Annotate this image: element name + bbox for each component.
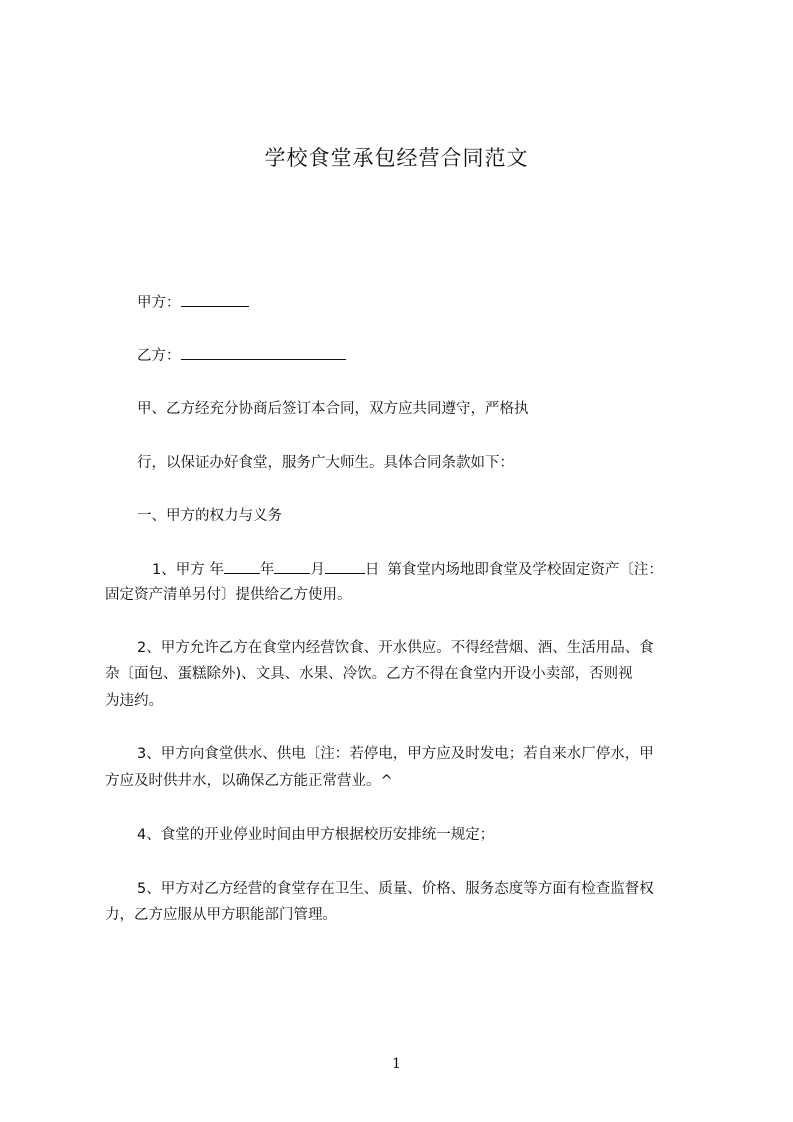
document-title: 学校食堂承包经营合同范文	[264, 146, 529, 170]
clause-3-line-2: 方应及时供井水，以确保乙方能正常营业。^	[105, 773, 393, 789]
party-a-label: 甲方：	[137, 295, 181, 311]
clause-2-line-1: 2、甲方允许乙方在食堂内经营饮食、开水供应。不得经营烟、酒、生活用品、食	[137, 640, 654, 656]
clause-1-year-blank	[224, 561, 260, 574]
clause-1-line-1	[152, 561, 663, 578]
clause-2-line-3: 为违约。	[105, 693, 163, 709]
clause-1-year-label: 年	[259, 562, 275, 578]
party-b-blank	[181, 347, 346, 360]
party-b-label: 乙方：	[137, 348, 181, 364]
clause-5-line-2: 力，乙方应服从甲方职能部门管理。	[105, 907, 337, 923]
page-number: 1	[392, 1056, 401, 1072]
party-a-line	[137, 294, 249, 311]
clause-4-line-1: 4、食堂的开业停业时间由甲方根据校历安排统一规定；	[137, 827, 495, 843]
clause-1-prefix: 1、甲方 年	[152, 562, 224, 578]
clause-1-month-blank	[274, 561, 310, 574]
clause-1-line-2: 固定资产清单另付〕提供给乙方使用。	[105, 587, 352, 603]
party-b-line	[137, 347, 346, 364]
clause-1-day-blank	[325, 561, 365, 574]
party-a-blank	[181, 294, 249, 307]
clause-3-line-1: 3、甲方向食堂供水、供电〔注：若停电，甲方应及时发电；若自来水厂停水，甲	[137, 746, 654, 762]
clause-1-month-label: 月	[310, 562, 325, 578]
intro-line-2: 行，以保证办好食堂，服务广大师生。具体合同条款如下：	[137, 455, 514, 471]
intro-line-1: 甲、乙方经充分协商后签订本合同，双方应共同遵守，严格执	[137, 401, 529, 417]
clause-1-text-after-date: 第食堂内场地即食堂及学校固定资产〔注：	[387, 562, 663, 578]
clause-1-day-label: 日	[364, 562, 380, 578]
clause-2-line-2: 杂〔面包、蛋糕除外)、文具、水果、冷饮。乙方不得在食堂内开设小卖部，否则视	[105, 666, 633, 682]
section-1-heading: 一、甲方的权力与义务	[137, 508, 282, 524]
clause-5-line-1: 5、甲方对乙方经营的食堂存在卫生、质量、价格、服务态度等方面有检查监督权	[137, 881, 654, 897]
